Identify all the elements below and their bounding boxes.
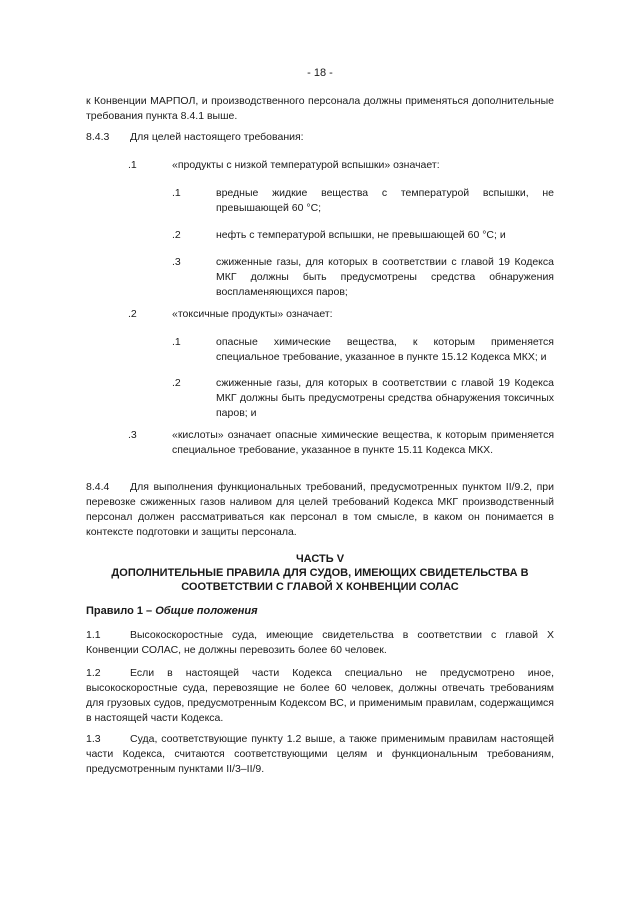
item-number: .3 <box>128 429 137 441</box>
section-number-8-4-4: 8.4.4 <box>86 481 110 493</box>
subitem-number: .2 <box>172 377 181 389</box>
intro-paragraph: к Конвенции МАРПОЛ, и производственного персонала должны применяться дополнительные требования пункта 8.4.1 выше. <box>86 95 554 122</box>
paragraph-number: 1.3 <box>86 733 101 745</box>
paragraph-number: 1.2 <box>86 667 101 679</box>
rule-title: Общие положения <box>155 605 258 617</box>
section-number-8-4-3: 8.4.3 <box>86 131 110 143</box>
rule-number: Правило 1 – <box>86 605 156 617</box>
item-number: .2 <box>128 308 137 320</box>
subitem-text: нефть с температурой вспышки, не превышающей 60 °С; и <box>216 229 506 241</box>
part-number: ЧАСТЬ V <box>295 553 345 565</box>
subitem-number: .1 <box>172 187 181 199</box>
subitem-text: вредные жидкие вещества с температурой вспышки, не превышающей 60 °С; <box>216 187 554 214</box>
subitem-text: сжиженные газы, для которых в соответствии с главой 19 Кодекса МКГ должны быть предусмотрены средства обнаружения воспламеняющихся паров; <box>216 256 554 298</box>
page-number: - 18 - <box>307 67 333 79</box>
rule-heading <box>86 604 258 619</box>
part-title-line: СООТВЕТСТВИИ С ГЛАВОЙ Х КОНВЕНЦИИ СОЛАС <box>181 581 459 593</box>
subitem-number: .2 <box>172 229 181 241</box>
subitem-number: .1 <box>172 336 181 348</box>
item-text: «токсичные продукты» означает: <box>172 308 333 320</box>
section-text-8-4-3: Для целей настоящего требования: <box>130 131 304 143</box>
paragraph-text: Суда, соответствующие пункту 1.2 выше, а также применимым правилам настоящей части Кодекса, считаются соответствующими целям и функциональным требованиям, предусмотренным пунктами II/3–II/9. <box>86 733 554 775</box>
subitem-number: .3 <box>172 256 181 268</box>
subitem-text: сжиженные газы, для которых в соответствии с главой 19 Кодекса МКГ должны быть предусмотрены средства обнаружения токсичных паров; и <box>216 377 554 419</box>
subitem-text: опасные химические вещества, к которым применяется специальное требование, указанное в пункте 15.12 Кодекса МКХ; и <box>216 336 554 363</box>
section-text-8-4-4: Для выполнения функциональных требований, предусмотренных пунктом II/9.2, при перевозке сжиженных газов наливом для целей требований Кодекса МКГ производственный персонал должен рассматриваться как персонал в том смысле, в каком он понимается в контексте подготовки и защиты персонала. <box>86 481 554 538</box>
paragraph-number: 1.1 <box>86 629 101 641</box>
part-title-line: ДОПОЛНИТЕЛЬНЫЕ ПРАВИЛА ДЛЯ СУДОВ, ИМЕЮЩИХ СВИДЕТЕЛЬСТВА В <box>111 567 529 579</box>
item-text: «кислоты» означает опасные химические вещества, к которым применяется специальное требование, указанное в пункте 15.11 Кодекса МКХ. <box>172 429 554 456</box>
paragraph-text: Если в настоящей части Кодекса специально не предусмотрено иное, высокоскоростные суда, перевозящие не более 60 человек, должны отвечать требованиям для грузовых судов, предусмотренным Кодексом ВС, и применимым правилам, содержащимся в настоящей части Кодекса. <box>86 667 554 724</box>
item-text: «продукты с низкой температурой вспышки» означает: <box>172 159 440 171</box>
paragraph-text: Высокоскоростные суда, имеющие свидетельства в соответствии с главой Х Конвенции СОЛАС, не должны перевозить более 60 человек. <box>86 629 554 656</box>
item-number: .1 <box>128 159 137 171</box>
